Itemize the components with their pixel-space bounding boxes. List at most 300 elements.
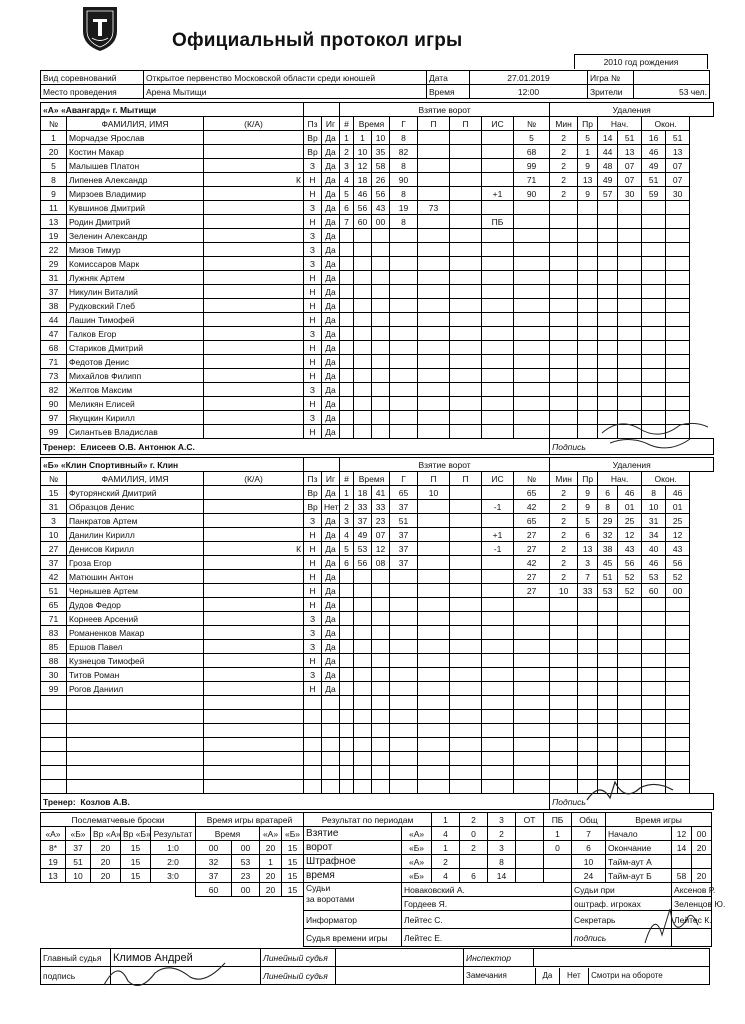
main-ref-sign-label: подпись [41, 967, 111, 985]
penalty-cell: 52 [618, 570, 642, 584]
goal-cell [390, 780, 418, 794]
goal-cell [418, 556, 450, 570]
player-captain [204, 752, 304, 766]
player-number: 31 [41, 500, 67, 514]
col-head-p_end: Окон. [642, 472, 690, 486]
penalty-cell [642, 612, 666, 626]
penalty-cell [618, 640, 642, 654]
penalty-cell [550, 696, 578, 710]
penalty-cell [618, 299, 642, 313]
player-captain [204, 640, 304, 654]
player-number: 73 [41, 369, 67, 383]
goal-cell: 2 [340, 145, 354, 159]
penalty-cell [578, 215, 598, 229]
team-b-table [40, 457, 714, 810]
goal-cell [450, 173, 482, 187]
player-name: Желтов Максим [67, 383, 204, 397]
shootout-cell: 37 [66, 841, 91, 855]
goal-cell: 12 [354, 159, 372, 173]
goal-cell: +1 [482, 528, 514, 542]
goal-cell [482, 584, 514, 598]
period-cell: 4 [432, 827, 460, 841]
player-played: Да [322, 341, 340, 355]
player-name: Образцов Денис [67, 500, 204, 514]
player-played: Да [322, 654, 340, 668]
player-row [41, 542, 714, 556]
goal-cell [354, 299, 372, 313]
goal-cell [482, 145, 514, 159]
penalty-cell [642, 682, 666, 696]
penalty-cell [514, 257, 550, 271]
goal-cell [390, 243, 418, 257]
penalty-cell [514, 780, 550, 794]
goal-cell [482, 738, 514, 752]
player-number: 20 [41, 145, 67, 159]
penalty-cell: 2 [550, 556, 578, 570]
penalty-cell [642, 654, 666, 668]
penalty-cell [666, 710, 690, 724]
player-played: Да [322, 285, 340, 299]
goal-cell: 51 [390, 514, 418, 528]
period-row-team-0: «А» [402, 827, 432, 841]
penalty-cell [666, 341, 690, 355]
player-row [41, 626, 714, 640]
goal-cell [450, 299, 482, 313]
goal-cell [482, 780, 514, 794]
goal-cell [418, 766, 450, 780]
player-number: 97 [41, 411, 67, 425]
gametime-h-0: 12 [672, 827, 692, 841]
goal-cell [482, 766, 514, 780]
penalty-cell [618, 341, 642, 355]
penalty-cell [578, 397, 598, 411]
player-name: Стариков Дмитрий [67, 341, 204, 355]
penalty-cell [618, 313, 642, 327]
player-played: Да [322, 159, 340, 173]
goal-cell: 60 [354, 215, 372, 229]
line-ref-label-1: Линейный судья [261, 949, 336, 967]
col-head-g_g: Г [390, 472, 418, 486]
player-name: Лужняк Артем [67, 271, 204, 285]
penalty-cell [598, 626, 618, 640]
player-played: Да [322, 313, 340, 327]
player-name: Лашин Тимофей [67, 313, 204, 327]
player-number [41, 738, 67, 752]
penalty-cell [598, 215, 618, 229]
goal-cell [340, 285, 354, 299]
penalty-cell [642, 299, 666, 313]
goal-cell [372, 397, 390, 411]
goal-cell [340, 570, 354, 584]
player-captain [204, 159, 304, 173]
penalty-cell [514, 243, 550, 257]
player-number: 10 [41, 528, 67, 542]
goal-cell [372, 584, 390, 598]
penalty-judges-label: Судьи при [572, 883, 672, 897]
remarks-no[interactable]: Нет [559, 968, 588, 984]
player-number: 37 [41, 285, 67, 299]
penalty-cell [666, 313, 690, 327]
penalty-cell [598, 369, 618, 383]
period-total-head: Общ [572, 813, 606, 827]
penalty-cell [598, 355, 618, 369]
player-row [41, 752, 714, 766]
penalty-cell [598, 640, 618, 654]
goal-cell [418, 341, 450, 355]
goal-cell [372, 766, 390, 780]
gktime-cell: 1 [260, 855, 282, 869]
goal-cell [390, 612, 418, 626]
penalty-cell: 07 [618, 159, 642, 173]
penalty-cell [514, 229, 550, 243]
goal-cell [390, 411, 418, 425]
penalty-cell [514, 411, 550, 425]
goal-cell [450, 500, 482, 514]
goal-cell: 23 [372, 514, 390, 528]
goal-cell [450, 766, 482, 780]
penalty-cell [578, 383, 598, 397]
player-row [41, 369, 714, 383]
secretary-sign-label: подпись [572, 929, 672, 947]
goal-cell [354, 626, 372, 640]
penalty-cell: 2 [550, 570, 578, 584]
goal-cell: 37 [390, 500, 418, 514]
penalty-cell [550, 626, 578, 640]
goal-cell: 41 [372, 486, 390, 500]
player-played: Да [322, 640, 340, 654]
goal-cell [482, 257, 514, 271]
player-number: 47 [41, 327, 67, 341]
player-name: Кувшинов Дмитрий [67, 201, 204, 215]
goal-cell [372, 570, 390, 584]
goal-cell [372, 654, 390, 668]
penalty-cell: 5 [514, 131, 550, 145]
penalty-cell: 25 [666, 514, 690, 528]
penalty-cell [514, 696, 550, 710]
goal-cell [372, 243, 390, 257]
player-number: 8 [41, 173, 67, 187]
player-name: Костин Макар [67, 145, 204, 159]
goal-cell [418, 626, 450, 640]
team-b-pen-title: Удаления [550, 458, 714, 472]
player-name: Панкратов Артем [67, 514, 204, 528]
goal-cell [354, 285, 372, 299]
penalty-judge-1: Аксенов Р. [672, 883, 712, 897]
goal-cell: 56 [354, 201, 372, 215]
penalty-cell [666, 215, 690, 229]
goal-cell [450, 612, 482, 626]
gametime-h-1: 14 [672, 841, 692, 855]
player-captain [204, 514, 304, 528]
goal-cell [372, 285, 390, 299]
penalty-cell [598, 383, 618, 397]
gametime-h-2 [672, 855, 692, 869]
penalty-cell [514, 710, 550, 724]
player-row [41, 668, 714, 682]
penalty-cell: 6 [598, 486, 618, 500]
player-played: Да [322, 355, 340, 369]
penalty-cell [618, 285, 642, 299]
penalty-cell [578, 243, 598, 257]
player-name: Якущкин Кирилл [67, 411, 204, 425]
goal-cell [340, 327, 354, 341]
goal-cell [390, 584, 418, 598]
player-played: Да [322, 271, 340, 285]
penalty-cell: 46 [666, 486, 690, 500]
place-label: Место проведения [41, 85, 144, 99]
penalty-cell [578, 654, 598, 668]
player-captain [204, 131, 304, 145]
penalty-cell [550, 355, 578, 369]
goal-cell: 35 [372, 145, 390, 159]
player-played: Да [322, 556, 340, 570]
goal-cell [450, 598, 482, 612]
shootout-col-b: «Б» [66, 827, 91, 841]
player-row [41, 397, 714, 411]
player-name: Мирзоев Владимир [67, 187, 204, 201]
player-number: 90 [41, 397, 67, 411]
player-position: З [304, 383, 322, 397]
periods-title: Результат по периодам [304, 813, 432, 827]
penalty-cell [642, 215, 666, 229]
player-captain [204, 570, 304, 584]
penalty-cell [550, 411, 578, 425]
goal-cell [340, 257, 354, 271]
goal-cell [450, 243, 482, 257]
penalty-cell: 44 [598, 145, 618, 159]
penalty-cell [514, 626, 550, 640]
goal-judge-1: Новаковский А. [402, 883, 572, 897]
secretary-label: Секретарь [572, 911, 672, 929]
goal-cell [354, 383, 372, 397]
goal-cell [450, 556, 482, 570]
period-cell [460, 855, 488, 869]
player-position: З [304, 201, 322, 215]
penalty-cell [666, 299, 690, 313]
col-head-ka: (К/А) [204, 117, 304, 131]
goal-cell [482, 313, 514, 327]
period-cell: 1 [544, 827, 572, 841]
period-row-label-0: Взятие [304, 827, 402, 841]
goal-cell [354, 612, 372, 626]
goal-cell: 7 [340, 215, 354, 229]
goal-cell: 12 [372, 542, 390, 556]
penalty-judge-2: Зеленцов Ю. [672, 897, 712, 911]
player-captain [204, 612, 304, 626]
player-played [322, 780, 340, 794]
shootout-cell: 15 [121, 869, 151, 883]
goal-cell: 43 [372, 201, 390, 215]
player-number: 13 [41, 215, 67, 229]
goal-cell [418, 425, 450, 439]
penalty-cell [642, 327, 666, 341]
goal-cell [354, 738, 372, 752]
player-name [67, 766, 204, 780]
player-number: 1 [41, 131, 67, 145]
shootout-col-gk-a: Вр «А» [91, 827, 121, 841]
col-head-p_no: № [514, 472, 550, 486]
penalty-cell [514, 285, 550, 299]
penalty-cell [598, 612, 618, 626]
penalty-cell [578, 411, 598, 425]
player-number: 22 [41, 243, 67, 257]
player-played: Да [322, 598, 340, 612]
player-captain [204, 215, 304, 229]
player-row [41, 710, 714, 724]
goal-cell [418, 159, 450, 173]
goal-cell [482, 710, 514, 724]
penalty-cell [598, 724, 618, 738]
goal-cell [482, 271, 514, 285]
player-position: З [304, 411, 322, 425]
player-row [41, 271, 714, 285]
player-number: 3 [41, 514, 67, 528]
player-name: Матюшин Антон [67, 570, 204, 584]
goal-cell [340, 355, 354, 369]
player-position: З [304, 514, 322, 528]
penalty-cell: 51 [618, 131, 642, 145]
goal-cell [418, 752, 450, 766]
penalty-cell [550, 668, 578, 682]
timekeeper-label: Судья времени игры [304, 929, 402, 947]
goal-cell [482, 201, 514, 215]
penalty-cell: 2 [550, 145, 578, 159]
penalty-cell [642, 313, 666, 327]
time-label: Время [427, 85, 470, 99]
player-number: 85 [41, 640, 67, 654]
team-a-table [40, 102, 714, 455]
comp-value: Открытое первенство Московской области среди юношей [144, 71, 427, 85]
penalty-cell [578, 598, 598, 612]
gametime-m-3: 20 [692, 869, 712, 883]
goal-cell [390, 285, 418, 299]
penalty-cell [666, 271, 690, 285]
goal-cell [340, 668, 354, 682]
penalty-cell: 27 [514, 542, 550, 556]
player-name: Михайлов Филипп [67, 369, 204, 383]
player-played: Да [322, 201, 340, 215]
player-name: Мизов Тимур [67, 243, 204, 257]
penalty-cell: 46 [642, 145, 666, 159]
penalty-cell [618, 668, 642, 682]
penalty-cell [642, 271, 666, 285]
team-b-coach-label: Тренер: [43, 796, 76, 807]
penalty-cell [578, 724, 598, 738]
penalty-cell [642, 257, 666, 271]
goal-cell [354, 598, 372, 612]
period-cell: 2 [460, 841, 488, 855]
shootout-cell: 51 [66, 855, 91, 869]
place-value: Арена Мытищи [144, 85, 427, 99]
penalty-cell [578, 696, 598, 710]
col-head-pz: Пз [304, 472, 322, 486]
player-name: Родин Дмитрий [67, 215, 204, 229]
gktime-cell: 20 [260, 841, 282, 855]
goal-cell [450, 341, 482, 355]
penalty-cell: 8 [642, 486, 666, 500]
player-captain [204, 682, 304, 696]
goal-cell [340, 612, 354, 626]
penalty-cell: 9 [578, 500, 598, 514]
col-head-p_pr: Пр [578, 117, 598, 131]
goal-cell [372, 327, 390, 341]
penalty-cell [514, 738, 550, 752]
penalty-cell: 38 [598, 542, 618, 556]
penalty-cell: 27 [514, 528, 550, 542]
goal-cell [418, 383, 450, 397]
penalty-cell [514, 766, 550, 780]
goal-cell: 10 [418, 486, 450, 500]
goal-judges-label: Судьи [306, 883, 331, 893]
player-position: З [304, 243, 322, 257]
player-number: 68 [41, 341, 67, 355]
player-row [41, 243, 714, 257]
goal-cell [340, 696, 354, 710]
goal-cell: 5 [340, 187, 354, 201]
player-name: Комиссаров Марк [67, 257, 204, 271]
player-row [41, 528, 714, 542]
goal-cell [418, 173, 450, 187]
penalty-cell [642, 724, 666, 738]
penalty-cell: 07 [618, 173, 642, 187]
player-played: Нет [322, 500, 340, 514]
period-pb-head: ПБ [544, 813, 572, 827]
goal-cell [450, 285, 482, 299]
goal-cell [372, 612, 390, 626]
goal-cell [482, 159, 514, 173]
penalty-cell: 14 [598, 131, 618, 145]
goal-cell [450, 145, 482, 159]
penalty-cell [618, 738, 642, 752]
shootout-title: Послематчевые броски [41, 813, 196, 827]
team-a-pen-title: Удаления [550, 103, 714, 117]
period-cell: 24 [572, 869, 606, 883]
goal-judge-2: Гордеев Я. [402, 897, 572, 911]
period-3-head: 3 [488, 813, 516, 827]
goal-cell [372, 257, 390, 271]
penalty-cell: 6 [578, 528, 598, 542]
penalty-cell [550, 285, 578, 299]
goal-cell: 33 [354, 500, 372, 514]
penalty-cell [666, 243, 690, 257]
goal-cell: 3 [340, 514, 354, 528]
player-name: Зеленин Александр [67, 229, 204, 243]
penalty-cell [550, 766, 578, 780]
goal-cell [354, 313, 372, 327]
player-position: Н [304, 215, 322, 229]
goal-cell [418, 710, 450, 724]
player-position: Вр [304, 145, 322, 159]
player-captain [204, 145, 304, 159]
player-position [304, 696, 322, 710]
penalty-cell [618, 752, 642, 766]
goal-cell [418, 542, 450, 556]
player-played: Да [322, 131, 340, 145]
goal-cell [482, 355, 514, 369]
player-position: З [304, 612, 322, 626]
goal-cell [450, 514, 482, 528]
remarks-yes[interactable]: Да [536, 968, 560, 984]
player-row [41, 285, 714, 299]
period-cell: 10 [572, 855, 606, 869]
goal-cell [372, 341, 390, 355]
penalty-cell [666, 598, 690, 612]
goal-cell [482, 369, 514, 383]
goal-cell: 46 [354, 187, 372, 201]
goal-cell [450, 271, 482, 285]
player-played: Да [322, 528, 340, 542]
player-name: Липенев Александр [67, 173, 204, 187]
